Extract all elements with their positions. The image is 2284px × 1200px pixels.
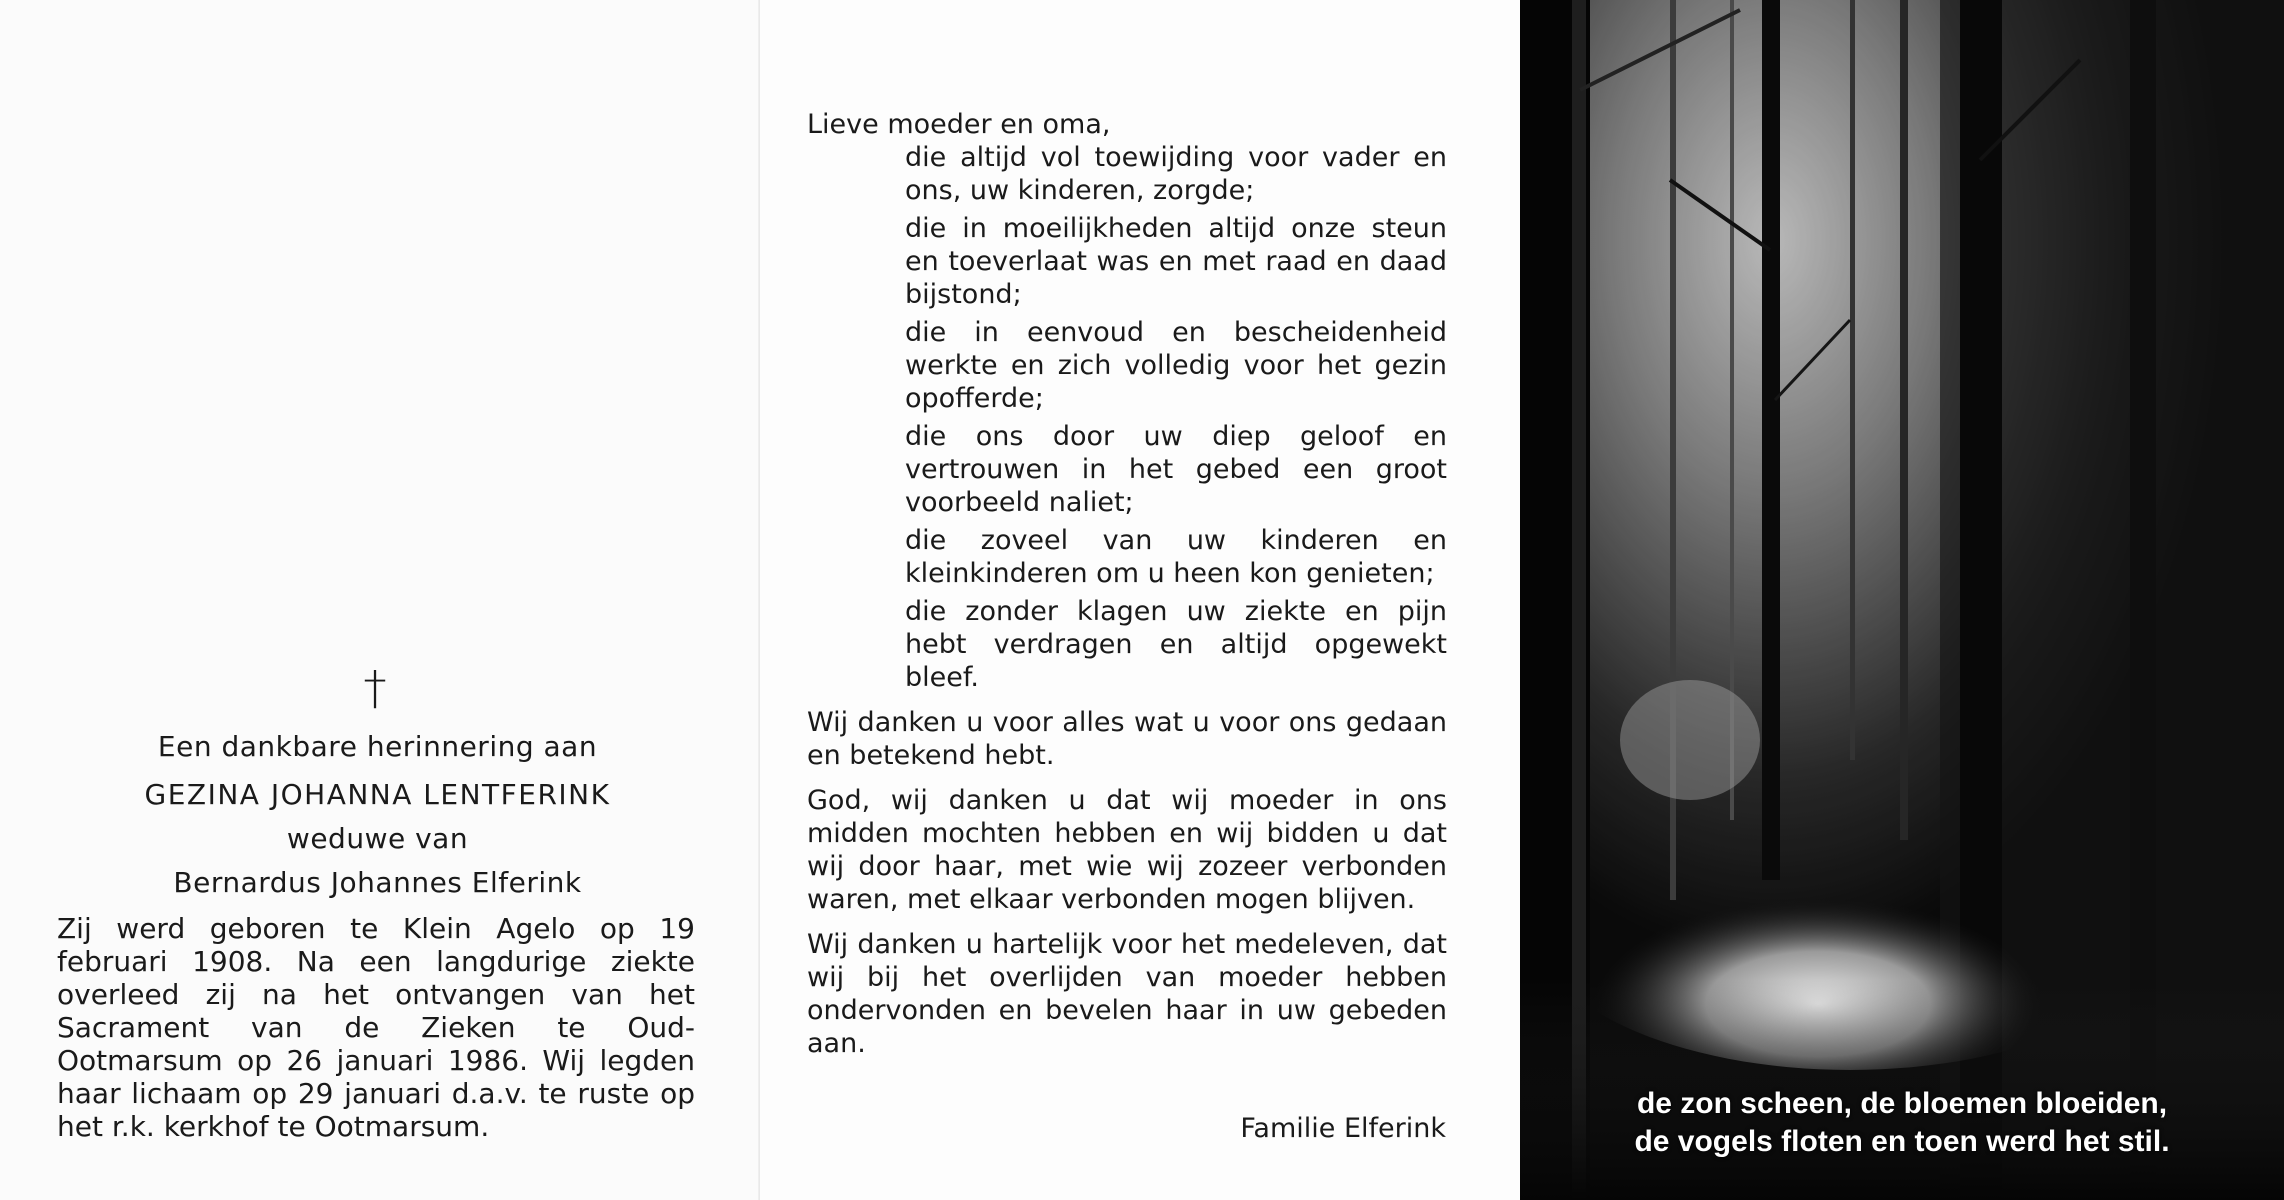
greeting: Lieve moeder en oma, [807, 109, 1111, 140]
quote-line-2: de vogels floten en toen werd het stil. [1634, 1125, 2170, 1158]
verse-line: die altijd vol toewijding voor vader en ons, uw kinderen, zorgde; [905, 142, 1447, 206]
deceased-name: GEZINA JOHANNA LENTFERINK [144, 778, 611, 811]
verse-text [807, 108, 1447, 1060]
intro-line: Een dankbare herinnering aan [157, 730, 598, 763]
verse-line: die in eenvoud en bescheidenheid werkte en zich volledig voor het gezin opofferde; [905, 317, 1447, 414]
verse-line: die zonder klagen uw ziekte en pijn hebt verdragen en altijd opgewekt bleef. [905, 596, 1447, 693]
spouse-name: Bernardus Johannes Elferink [173, 866, 582, 899]
biography-text: Zij werd geboren te Klein Agelo op 19 februari 1908. Na een langdurige ziekte overleed zij na het ontvangen van het Sacrament van de Zieken te Oud-Ootmarsum op 26 januari 1986. Wij legden haar lichaam op 29 januari d.a.v. te ruste op het r.k. kerkhof te Ootmarsum. [57, 912, 695, 1143]
biography [57, 912, 695, 1143]
cross-icon: † [363, 661, 387, 715]
forest-photo [1520, 0, 2284, 1200]
verse-line: die in moeilijkheden altijd onze steun en toeverlaat was en met raad en daad bijstond; [905, 213, 1447, 310]
prayer-paragraph: God, wij danken u dat wij moeder in ons midden mochten hebben en wij bidden u dat wij door haar, met wie wij zozeer verbonden waren, met elkaar verbonden mogen blijven. [807, 785, 1447, 915]
verse-line: die ons door uw diep geloof en vertrouwen in het gebed een groot voorbeeld naliet; [905, 421, 1447, 518]
quote-line-1: de zon scheen, de bloemen bloeiden, [1636, 1087, 2168, 1120]
gratitude-paragraph: Wij danken u hartelijk voor het medeleven, dat wij bij het overlijden van moeder hebben ondervonden en bevelen haar in uw gebeden aan. [807, 929, 1447, 1059]
verse-line: die zoveel van uw kinderen en kleinkinderen om u heen kon genieten; [905, 525, 1447, 589]
family-signature: Familie Elferink [1240, 1113, 1446, 1144]
relation-line: weduwe van [286, 822, 469, 855]
quote-caption [1520, 1085, 2284, 1161]
forest-photo-panel [1520, 0, 2284, 1200]
thanks-paragraph: Wij danken u voor alles wat u voor ons gedaan en betekend hebt. [807, 707, 1447, 771]
